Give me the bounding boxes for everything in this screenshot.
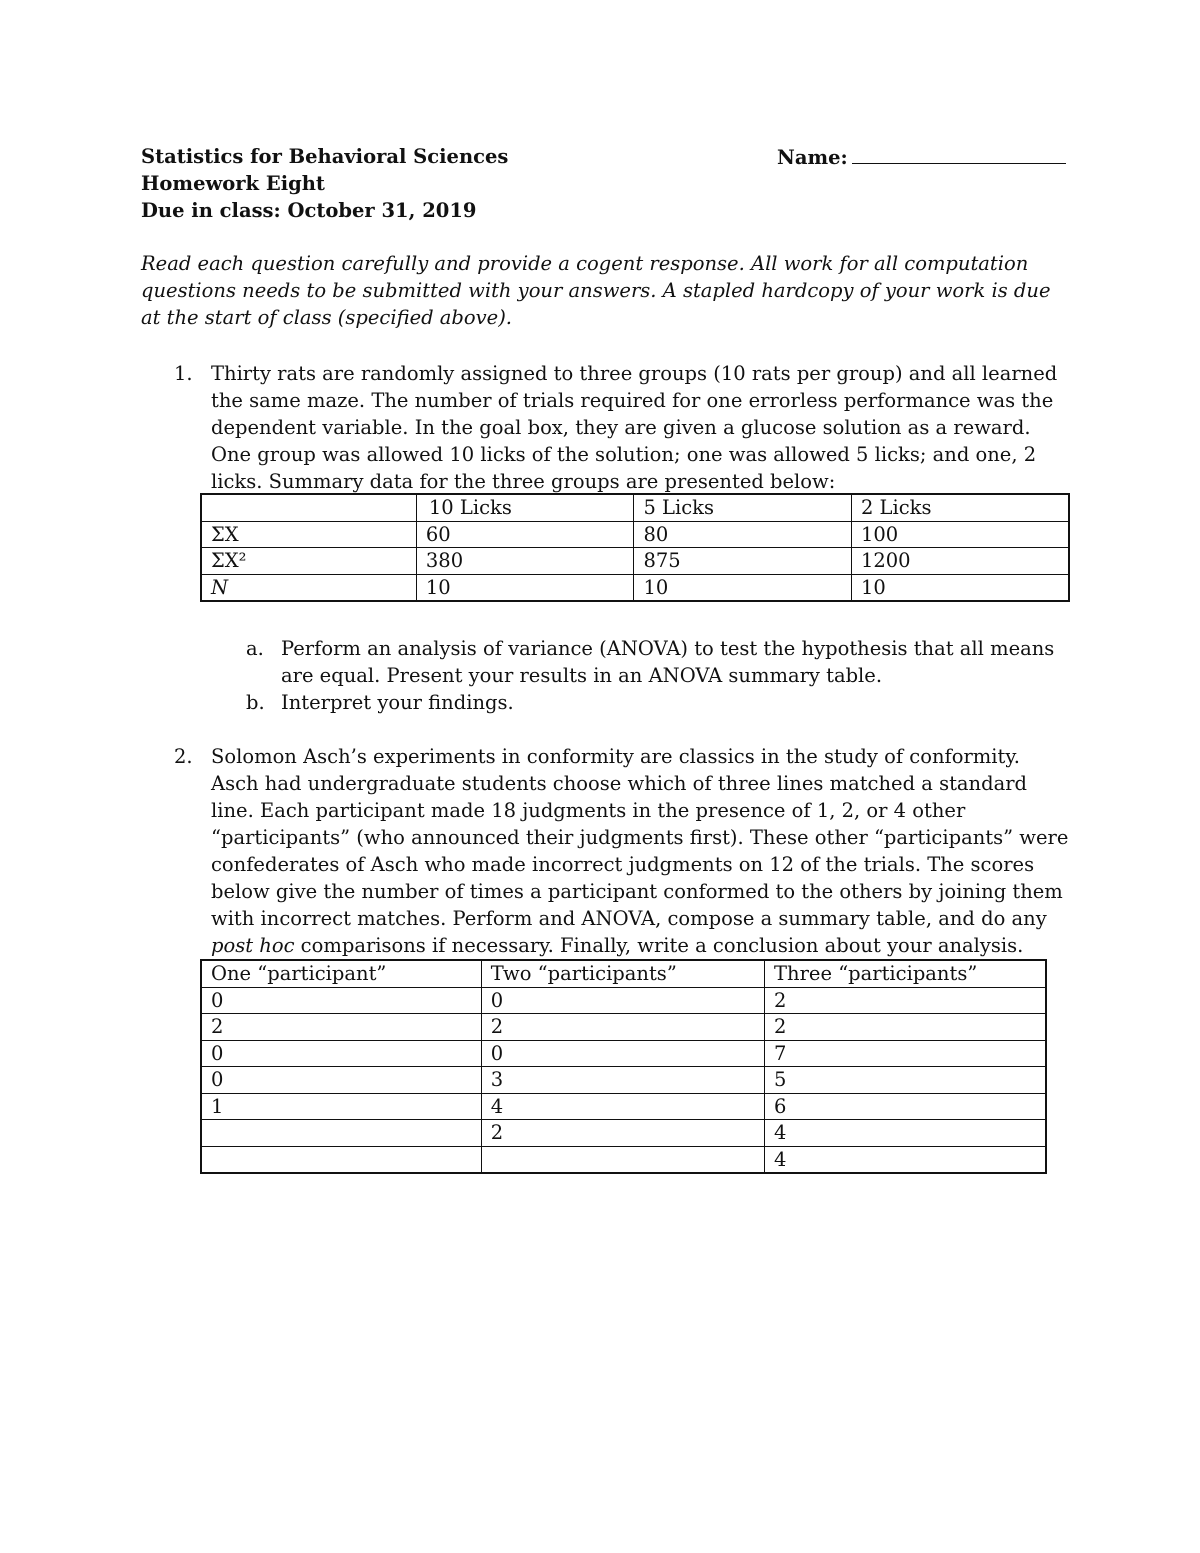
part-label: a. <box>246 637 264 660</box>
table-cell: Two “participants” <box>481 960 764 987</box>
table-cell: 60 <box>416 521 634 548</box>
table-cell: 2 <box>765 1014 1046 1041</box>
part-label: b. <box>246 691 265 714</box>
table-cell: 3 <box>481 1067 764 1094</box>
table-cell: 1 <box>201 1093 481 1120</box>
question-1-text: Thirty rats are randomly assigned to three groups (10 rats per group) and all learned the same maze. The number of trials required for one errorless performance was the dependent variable. In the goal box, they are given a glucose solution as a reward. One group was allowed 10 licks of the solution; one was allowed 5 licks; and one, 2 licks. Summary data for the three groups are presented below: <box>211 362 1058 493</box>
table-cell: 80 <box>634 521 852 548</box>
table-row <box>201 1040 1046 1067</box>
licks-summary-table <box>200 493 1070 602</box>
table-cell: 0 <box>481 987 764 1014</box>
table-cell: 2 <box>481 1120 764 1147</box>
table-cell: 7 <box>765 1040 1046 1067</box>
table-cell: 0 <box>201 987 481 1014</box>
table-cell: 10 Licks <box>416 494 634 521</box>
table-cell: 875 <box>634 548 852 575</box>
table-cell: 2 <box>765 987 1046 1014</box>
table-row <box>201 1146 1046 1173</box>
table-cell: 4 <box>481 1093 764 1120</box>
table-cell <box>481 1146 764 1173</box>
name-blank-line <box>852 143 1066 164</box>
table-cell: 380 <box>416 548 634 575</box>
table-cell: 2 <box>201 1014 481 1041</box>
table-cell: 10 <box>416 574 634 601</box>
name-field <box>777 143 1066 171</box>
table-cell: 4 <box>765 1120 1046 1147</box>
part-text: Perform an analysis of variance (ANOVA) to test the hypothesis that all means are equal. Present your results in an ANOVA summary table. <box>281 637 1055 687</box>
table-row <box>201 1014 1046 1041</box>
table-row <box>201 548 1069 575</box>
table-cell: 1200 <box>851 548 1069 575</box>
table-cell <box>201 1146 481 1173</box>
table-cell <box>201 1120 481 1147</box>
table-cell: 2 <box>481 1014 764 1041</box>
table-cell: 0 <box>201 1067 481 1094</box>
table-cell <box>201 494 416 521</box>
homework-title: Homework Eight <box>141 172 325 195</box>
table-cell: One “participant” <box>201 960 481 987</box>
table-row <box>201 1120 1046 1147</box>
table-cell: 4 <box>765 1146 1046 1173</box>
conformity-scores-table <box>200 959 1047 1174</box>
table-row <box>201 521 1069 548</box>
due-date: Due in class: October 31, 2019 <box>141 199 477 222</box>
table-cell: ΣX <box>201 521 416 548</box>
question-2-text-end: comparisons if necessary. Finally, write a conclusion about your analysis. <box>294 934 1024 957</box>
question-2-text <box>211 743 1071 959</box>
table-cell: 6 <box>765 1093 1046 1120</box>
table-cell: 5 <box>765 1067 1046 1094</box>
post-hoc-term: post hoc <box>211 934 295 957</box>
question-1-number: 1. <box>174 362 193 385</box>
table-cell: 10 <box>851 574 1069 601</box>
table-cell: 0 <box>201 1040 481 1067</box>
table-cell: 2 Licks <box>851 494 1069 521</box>
name-label: Name: <box>777 146 848 169</box>
table-cell: 10 <box>634 574 852 601</box>
instructions: Read each question carefully and provide a cogent response. All work for all computation questions needs to be submitted with your answers. A stapled hardcopy of your work is due at the start of class (specified above). <box>141 252 1051 329</box>
table-cell: N <box>201 574 416 601</box>
table-header-row <box>201 960 1046 987</box>
question-2-text-start: Solomon Asch’s experiments in conformity are classics in the study of conformity. Asch had undergraduate students choose which of three lines matched a standard line. Each participant made 18 judgments in the presence of 1, 2, or 4 other “participants” (who announced their judgments first). These other “participants” were confederates of Asch who made incorrect judgments on 12 of the trials. The scores below give the number of times a participant conformed to the others by joining them with incorrect matches. Perform and ANOVA, compose a summary table, and do any <box>211 745 1069 930</box>
table-row <box>201 574 1069 601</box>
table-row <box>201 987 1046 1014</box>
table-cell: 5 Licks <box>634 494 852 521</box>
question-2-number: 2. <box>174 745 193 768</box>
table-header-row <box>201 494 1069 521</box>
table-cell: Three “participants” <box>765 960 1046 987</box>
course-title: Statistics for Behavioral Sciences <box>141 145 509 168</box>
table-row <box>201 1093 1046 1120</box>
table-cell: 0 <box>481 1040 764 1067</box>
table-cell: ΣX² <box>201 548 416 575</box>
table-cell: 100 <box>851 521 1069 548</box>
part-text: Interpret your findings. <box>281 691 514 714</box>
table-row <box>201 1067 1046 1094</box>
